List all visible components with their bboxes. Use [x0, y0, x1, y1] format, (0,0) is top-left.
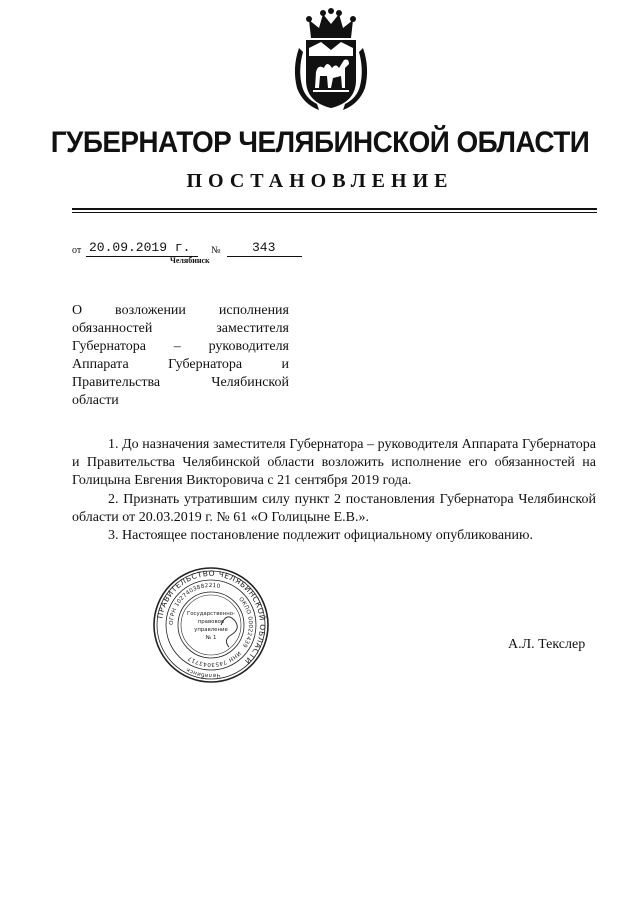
body-paragraph-1: 1. До назначения заместителя Губернатора – руководителя Аппарата Губернатора и Правительства Челябинской области возложить исполнение его обязанностей на Голицына Евгения Викторовича с 21 сентября 2019 года. [72, 437, 596, 489]
subject-line: Правительства Челябинской [72, 375, 289, 390]
document-type: ПОСТАНОВЛЕНИЕ [186, 170, 454, 192]
date-prefix: от [72, 245, 82, 256]
header-rule-thick [72, 208, 597, 210]
official-seal-stamp [151, 565, 271, 685]
body-paragraph-2: 2. Признать утратившим силу пункт 2 постановления Губернатора Челябинской области от 20.03.2019 г. № 61 «О Голицыне Е.В.». [72, 491, 596, 525]
number-label: № [211, 245, 221, 256]
subject-line: обязанностей заместителя [72, 321, 289, 336]
subject-line: Губернатора – руководителя [72, 339, 289, 354]
body-paragraph-3: 3. Настоящее постановление подлежит официальному опубликованию. [108, 528, 533, 544]
issue-city: Челябинск [170, 256, 210, 265]
number-underline [227, 256, 302, 257]
header-rule-thin [72, 212, 597, 213]
document-subject [72, 302, 289, 410]
subject-line: Аппарата Губернатора и [72, 357, 289, 372]
stamp-inn-text: ИНН 7453043717 [187, 649, 242, 668]
stamp-outer-text: ПРАВИТЕЛЬСТВО ЧЕЛЯБИНСКОЙ ОБЛАСТИ [155, 568, 268, 667]
stamp-center-line: Государственно- [186, 611, 236, 617]
coat-of-arms-emblem [289, 8, 373, 114]
svg-text:Челябинск [185, 666, 221, 678]
stamp-city-text: Челябинск [185, 666, 221, 679]
stamp-okpo-text: ОКПО 00022439 [237, 596, 254, 649]
issuer-title: ГУБЕРНАТОР ЧЕЛЯБИНСКОЙ ОБЛАСТИ [50, 126, 590, 159]
document-body [72, 436, 596, 545]
subject-line: О возложении исполнения [72, 303, 289, 318]
stamp-center-line: управление [194, 627, 228, 633]
stamp-ogrn-text: ОГРН 1027403882210 [168, 582, 221, 626]
document-number: 343 [252, 240, 276, 255]
subject-line: области [72, 393, 119, 408]
signatory-name: А.Л. Текслер [508, 637, 586, 652]
stamp-center-line: № 1 [205, 635, 217, 641]
stamp-center-line: правовое [197, 619, 225, 625]
document-date: 20.09.2019 г. [89, 240, 191, 255]
